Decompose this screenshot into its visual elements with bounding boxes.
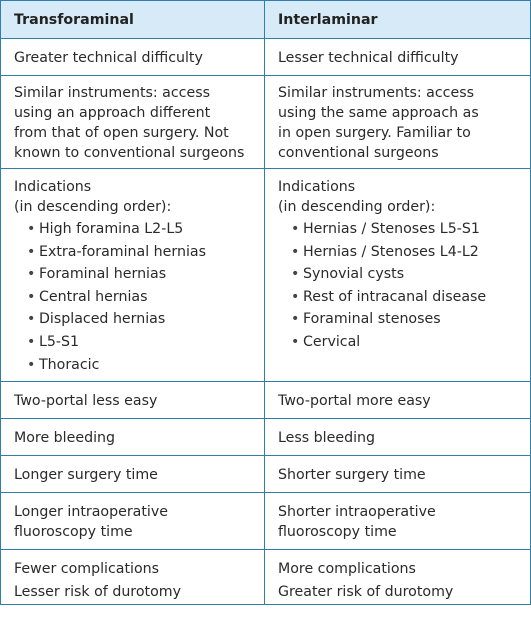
indications-subtitle: (in descending order):: [14, 199, 172, 215]
table-row: [1, 419, 531, 456]
list-item: • Thoracic: [14, 354, 254, 377]
indications-list: [278, 218, 520, 354]
list-item: • Synovial cysts: [278, 263, 520, 286]
list-item: • High foramina L2-L5: [14, 218, 254, 241]
table-cell: [1, 169, 265, 382]
list-item: • Foraminal stenoses: [278, 308, 520, 331]
table-cell: [1, 493, 265, 550]
list-item: • Hernias / Stenoses L4-L2: [278, 241, 520, 264]
header-label: Interlaminar: [278, 12, 378, 28]
table-cell: Two-portal more easy: [265, 382, 531, 419]
cell-line: Shorter intraoperative: [278, 504, 436, 520]
cell-line: Greater risk of durotomy: [278, 584, 454, 600]
table-cell: More bleeding: [1, 419, 265, 456]
table-cell: [265, 550, 531, 605]
table-cell: Shorter surgery time: [265, 456, 531, 493]
table-cell: Longer surgery time: [1, 456, 265, 493]
list-item: • Hernias / Stenoses L5-S1: [278, 218, 520, 241]
cell-line: Longer intraoperative: [14, 504, 168, 520]
indications-title: Indications: [14, 179, 92, 195]
table-row: [1, 456, 531, 493]
table-cell: Two-portal less easy: [1, 382, 265, 419]
cell-line: Similar instruments: access: [14, 85, 210, 101]
table-row: [1, 382, 531, 419]
cell-line: fluoroscopy time: [278, 524, 397, 540]
indications-subtitle: (in descending order):: [278, 199, 436, 215]
cell-line: Fewer complications: [14, 561, 160, 577]
cell-line: More complications: [278, 561, 416, 577]
cell-line: using an approach different: [14, 105, 211, 121]
indications-title: Indications: [278, 179, 356, 195]
table-row: [1, 550, 531, 605]
table-row: [1, 39, 531, 76]
table-cell: Lesser technical difficulty: [265, 39, 531, 76]
table-cell: Less bleeding: [265, 419, 531, 456]
table-header-row: [1, 1, 531, 39]
table-row: [1, 493, 531, 550]
table-cell: [265, 76, 531, 169]
list-item: • Central hernias: [14, 286, 254, 309]
list-item: • L5-S1: [14, 331, 254, 354]
table-row: [1, 76, 531, 169]
header-cell-transforaminal: [1, 1, 265, 39]
table-cell: [265, 493, 531, 550]
table-cell: [265, 169, 531, 382]
list-item: • Foraminal hernias: [14, 263, 254, 286]
table-cell: [1, 550, 265, 605]
indications-list: [14, 218, 254, 376]
list-item: • Cervical: [278, 331, 520, 354]
list-item: • Extra-foraminal hernias: [14, 241, 254, 264]
table-cell: [1, 76, 265, 169]
cell-line: in open surgery. Familiar to: [278, 125, 471, 141]
cell-line: known to conventional surgeons: [14, 145, 245, 161]
cell-line: fluoroscopy time: [14, 524, 133, 540]
list-item: • Rest of intracanal disease: [278, 286, 520, 309]
table-row: [1, 169, 531, 382]
header-cell-interlaminar: [265, 1, 531, 39]
list-item: • Displaced hernias: [14, 308, 254, 331]
table-cell: Greater technical difficulty: [1, 39, 265, 76]
cell-line: using the same approach as: [278, 105, 479, 121]
header-label: Transforaminal: [14, 12, 134, 28]
cell-line: Similar instruments: access: [278, 85, 474, 101]
cell-line: from that of open surgery. Not: [14, 125, 229, 141]
cell-line: Lesser risk of durotomy: [14, 584, 181, 600]
cell-line: conventional surgeons: [278, 145, 439, 161]
